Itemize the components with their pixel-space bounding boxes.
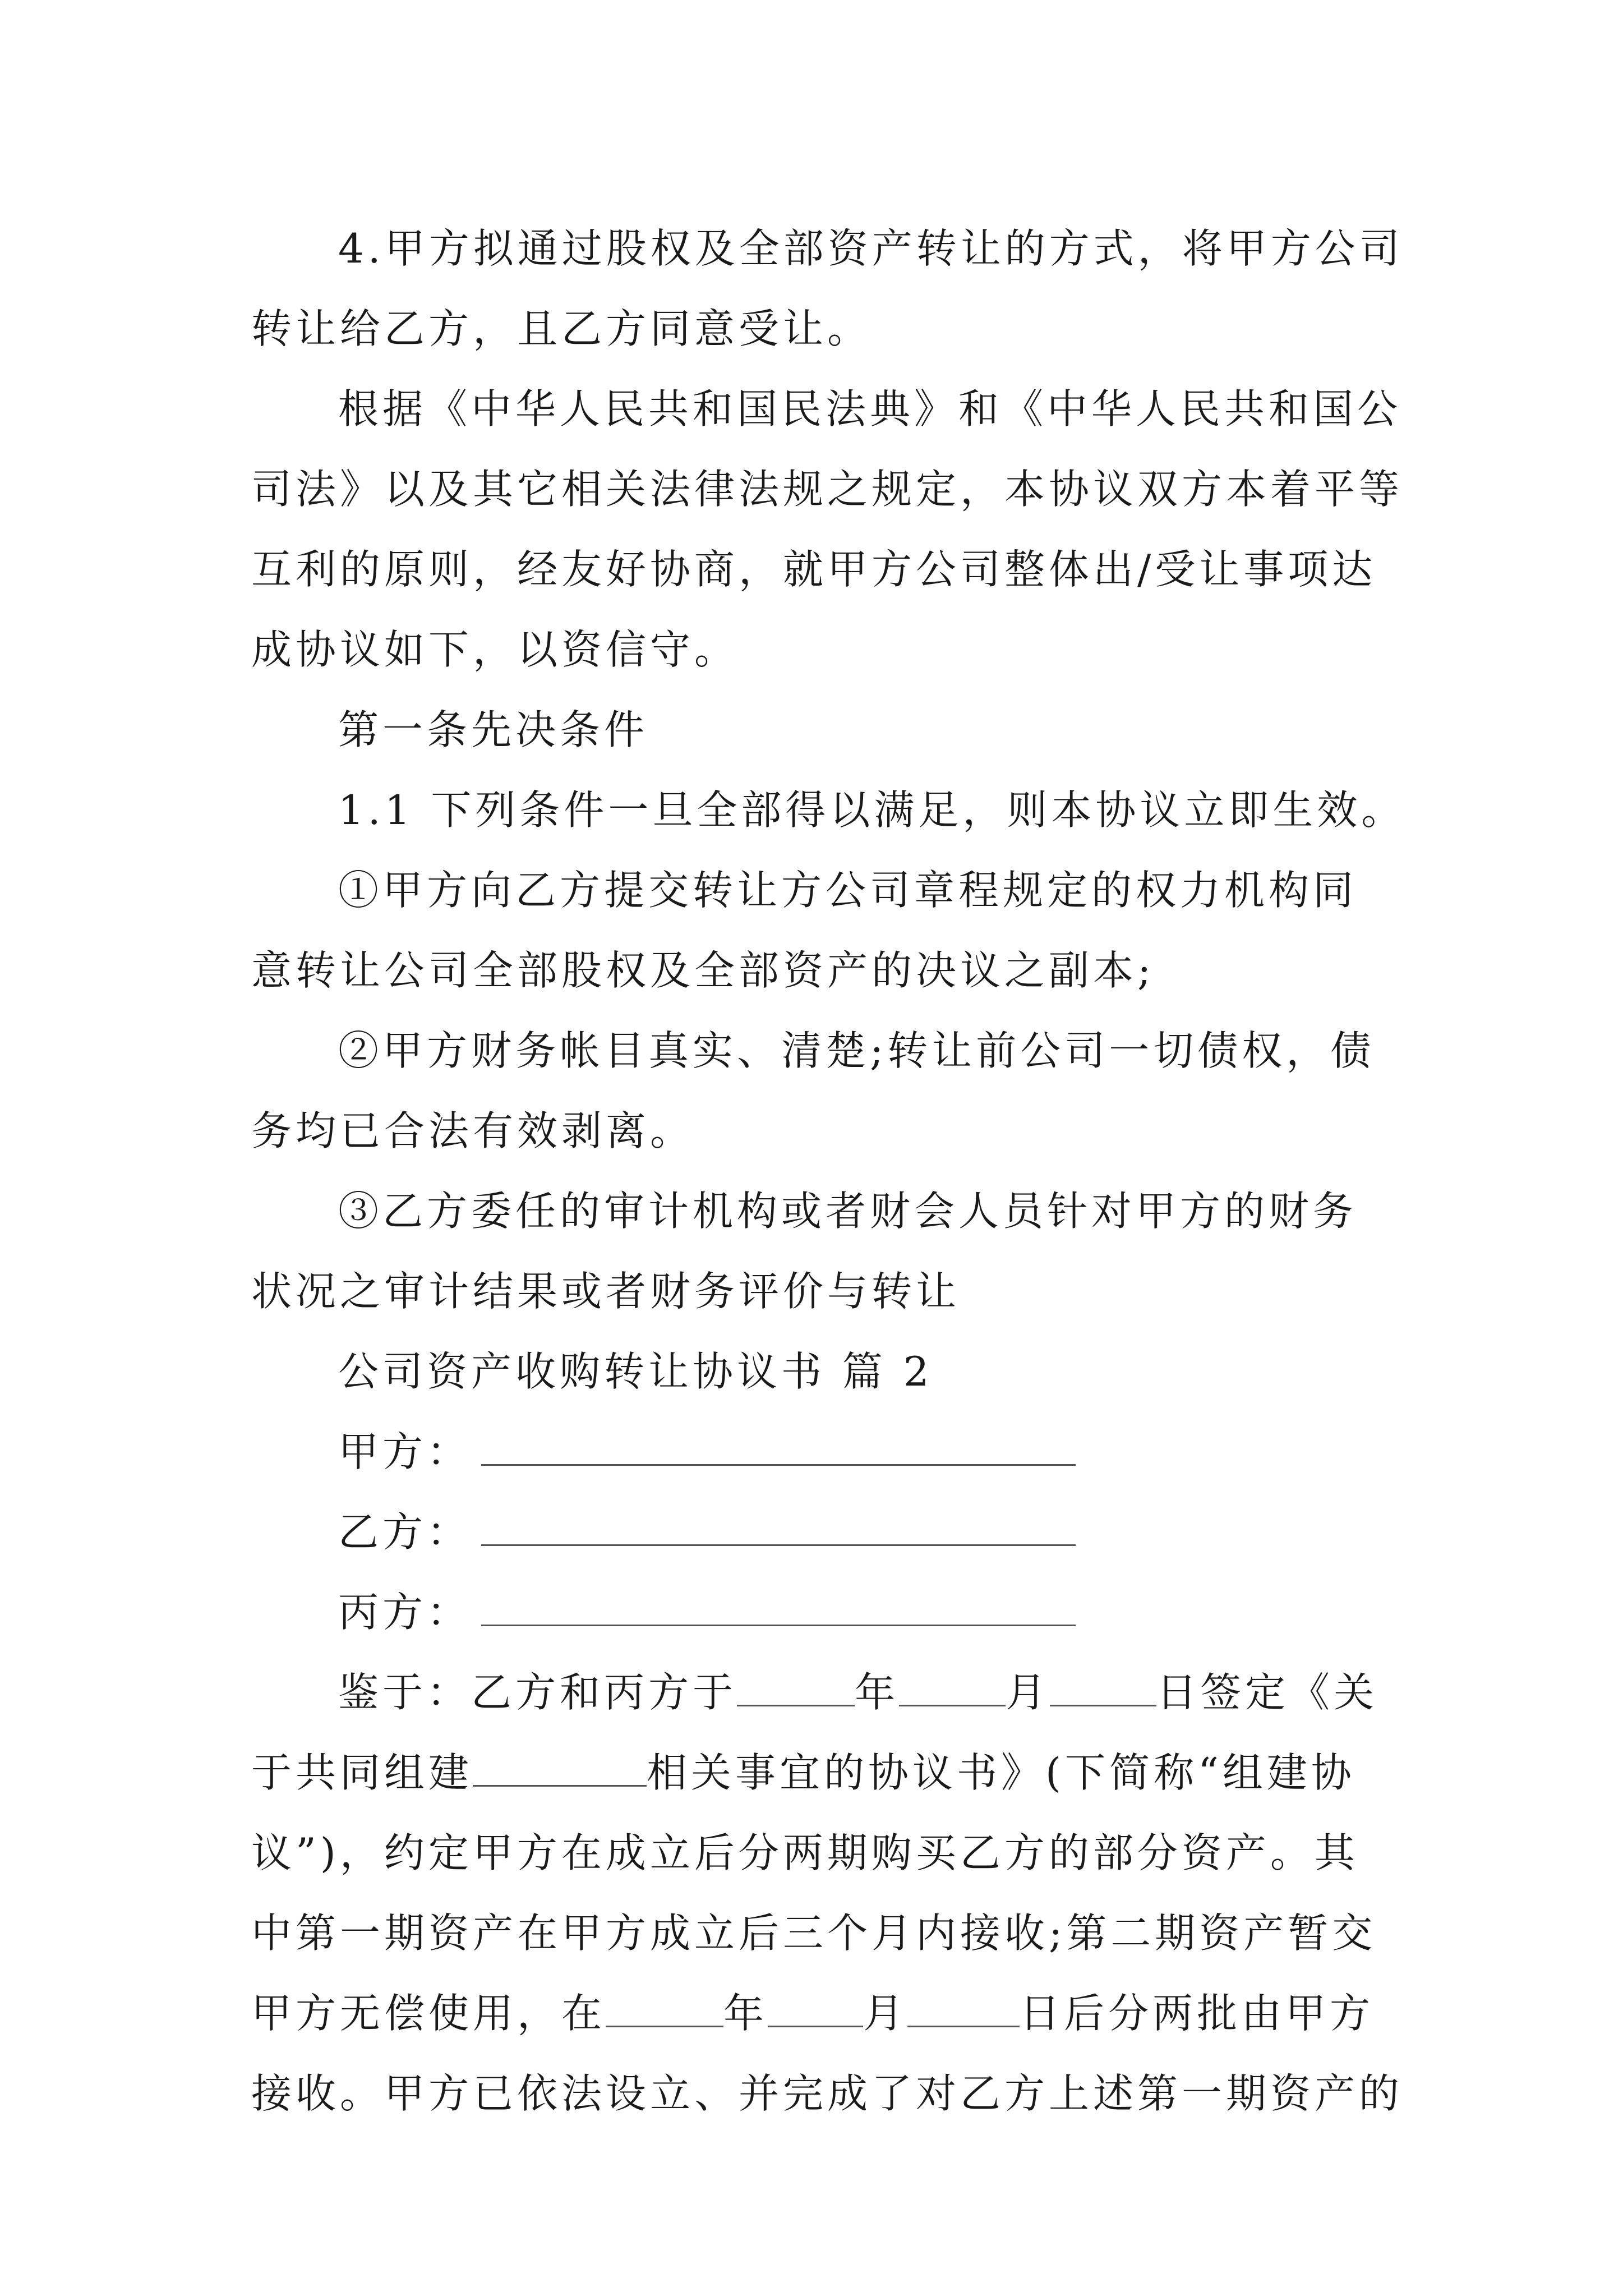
party-a-row	[251, 1412, 1390, 1492]
section-title: 公司资产收购转让协议书 篇 2	[338, 1348, 933, 1395]
document-body	[251, 209, 1406, 2134]
whereas-text: 月	[863, 1990, 908, 2037]
day-blank[interactable]	[1050, 1671, 1156, 1706]
whereas-text: 鉴于：乙方和丙方于	[338, 1669, 737, 1716]
paragraph-line: 4.甲方拟通过股权及全部资产转让的方式，将甲方公司	[338, 225, 1404, 272]
paragraph-line: 转让给乙方，且乙方同意受让。	[251, 305, 872, 352]
whereas-text: 相关事宜的协议书》(下简称“组建协	[647, 1749, 1355, 1796]
paragraph-line: 根据《中华人民共和国民法典》和《中华人民共和国公	[338, 385, 1402, 432]
whereas-text: 甲方无偿使用，在	[251, 1990, 606, 2037]
paragraph-line: 司法》以及其它相关法律法规之规定，本协议双方本着平等	[251, 466, 1404, 513]
month-blank[interactable]	[899, 1671, 1006, 1706]
condition-item-1-cont: 意转让公司全部股权及全部资产的决议之副本;	[251, 947, 1155, 994]
party-c-label: 丙方：	[338, 1589, 472, 1636]
condition-item-2: ②甲方财务帐目真实、清楚;转让前公司一切债权，债	[338, 1027, 1375, 1074]
whereas-line	[251, 1973, 1390, 2054]
whereas-text: 年	[855, 1669, 900, 1716]
whereas-line: 议”)，约定甲方在成立后分两期购买乙方的部分资产。其	[251, 1829, 1359, 1876]
whereas-text: 月	[1006, 1669, 1050, 1716]
party-c-blank[interactable]	[481, 1586, 1076, 1626]
whereas-text: 年	[723, 1990, 768, 2037]
whereas-line	[251, 1653, 1390, 1733]
day-blank[interactable]	[907, 1992, 1020, 2027]
condition-item-2-cont: 务均已合法有效剥离。	[251, 1107, 695, 1154]
name-blank[interactable]	[473, 1751, 647, 1787]
year-blank[interactable]	[737, 1671, 855, 1706]
paragraph-line: 成协议如下，以资信守。	[251, 626, 739, 673]
condition-item-3-cont: 状况之审计结果或者财务评价与转让	[251, 1268, 961, 1315]
year-blank[interactable]	[606, 1992, 723, 2027]
party-a-blank[interactable]	[481, 1426, 1076, 1466]
party-c-row	[251, 1572, 1390, 1653]
whereas-text: 日后分两批由甲方	[1020, 1990, 1375, 2037]
paragraph-line: 互利的原则，经友好协商，就甲方公司整体出/受让事项达	[251, 546, 1377, 593]
party-a-label: 甲方：	[338, 1428, 472, 1475]
whereas-text: 于共同组建	[251, 1749, 473, 1796]
whereas-line: 接收。甲方已依法设立、并完成了对乙方上述第一期资产的	[251, 2070, 1404, 2117]
party-b-blank[interactable]	[481, 1506, 1076, 1546]
whereas-line	[251, 1733, 1390, 1813]
month-blank[interactable]	[768, 1992, 863, 2027]
article-heading: 第一条先决条件	[338, 706, 649, 753]
condition-item-1: ①甲方向乙方提交转让方公司章程规定的权力机构同	[338, 867, 1358, 914]
whereas-line: 中第一期资产在甲方成立后三个月内接收;第二期资产暂交	[251, 1910, 1377, 1957]
whereas-text: 日签定《关	[1156, 1669, 1378, 1716]
clause-line: 1.1 下列条件一旦全部得以满足，则本协议立即生效。	[338, 786, 1406, 834]
party-b-label: 乙方：	[338, 1508, 472, 1556]
condition-item-3: ③乙方委任的审计机构或者财会人员针对甲方的财务	[338, 1188, 1358, 1235]
party-b-row	[251, 1492, 1390, 1572]
